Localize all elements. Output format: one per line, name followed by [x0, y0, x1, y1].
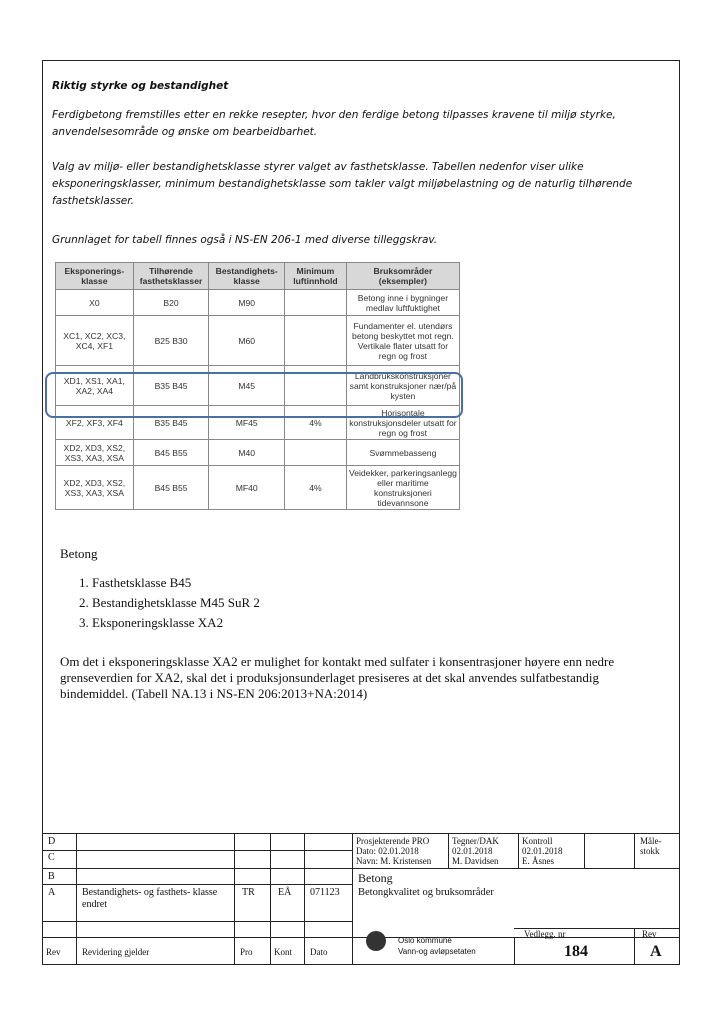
footer-rev-gjelder-label: Revidering gjelder — [82, 947, 150, 957]
basis-paragraph: Grunnlaget for tabell finnes også i NS-EN 206-1 med diverse tilleggskrav. — [52, 234, 438, 246]
table-cell: Horisontale konstruksjonsdeler utsatt for regn og frost — [346, 406, 459, 440]
table-header: Bruksområder (eksempler) — [346, 263, 459, 290]
table-cell: MF45 — [209, 406, 285, 440]
table-cell: X0 — [56, 290, 134, 316]
tegner-navn: M. Davidsen — [452, 856, 499, 866]
vedlegg-label: Vedlegg. nr — [524, 929, 566, 939]
table-cell: M90 — [209, 290, 285, 316]
oslo-seal-icon — [366, 931, 386, 951]
classes-paragraph: Valg av miljø- eller bestandighetsklasse styrer valget av fasthetsklasse. Tabellen nedenfor viser ulike eksponeringsklasser, minimum bestandighetsklasse som takler valgt miljøbelastning og de naturlig tilhørende fasthetsklasser. — [52, 161, 633, 207]
tegner-dato: 02.01.2018 — [452, 846, 493, 856]
table-cell: XD1, XS1, XA1, XA2, XA4 — [56, 366, 134, 406]
prosjekterende-dato: Dato: 02.01.2018 — [356, 846, 419, 856]
sulfate-paragraph: Om det i eksponeringsklasse XA2 er mulighet for kontakt med sulfater i konsentrasjoner høyere enn nedre grenseverdien for XA2, skal det i produksjonsunderlaget presiseres at det skal anvendes sulfatbestandig bindemiddel. (Tabell NA.13 i NS-EN 206:2013+NA:2014) — [60, 654, 615, 701]
table-cell: Betong inne i bygninger medlav luftfuktighet — [346, 290, 459, 316]
table-cell: M60 — [209, 316, 285, 366]
rev-value: A — [650, 943, 662, 960]
highlight-box — [45, 372, 463, 418]
table-cell: 4% — [284, 406, 346, 440]
table-cell: B35 B45 — [133, 406, 209, 440]
prosjekterende-label: Prosjekterende PRO — [356, 836, 430, 846]
title-block — [42, 833, 680, 965]
footer-kont-label: Kont — [274, 947, 292, 957]
drawing-title: Betong — [358, 871, 393, 885]
kontroll-dato: 02.01.2018 — [522, 846, 563, 856]
rev-letter: B — [48, 871, 55, 882]
rev-a-dato: 071123 — [310, 887, 340, 898]
tegner-label: Tegner/DAK — [452, 836, 499, 846]
table-row — [56, 316, 460, 366]
table-header: Bestandighets-klasse — [209, 263, 285, 290]
spec-list — [70, 573, 260, 633]
rev-a-description: Bestandighets- og fasthets- klasse endret — [82, 887, 218, 910]
heading: Riktig styrke og bestandighet — [52, 80, 229, 92]
table-header: Minimum luftinnhold — [284, 263, 346, 290]
table-cell: Landbrukskonstruksjoner samt konstruksjoner nær/på kysten — [346, 366, 459, 406]
exposure-table — [55, 262, 460, 525]
table-row — [56, 466, 460, 510]
table-cell: B45 B55 — [133, 440, 209, 466]
rev-letter: C — [48, 852, 55, 863]
table-header: Tilhørende fasthetsklasser — [133, 263, 209, 290]
table-header: Eksponerings-klasse — [56, 263, 134, 290]
table-cell: MF40 — [209, 466, 285, 510]
table-row — [56, 440, 460, 466]
org-department: Vann-og avløpsetaten — [398, 947, 476, 956]
table-cell: B45 B55 — [133, 466, 209, 510]
table-cell: M45 — [209, 366, 285, 406]
table-cell — [284, 316, 346, 366]
table-cell: Svømmebasseng — [346, 440, 459, 466]
rev-a-pro: TR — [242, 887, 255, 898]
malestokk-label: Måle- stokk — [640, 836, 662, 856]
table-cell: XF2, XF3, XF4 — [56, 406, 134, 440]
table-cell: B25 B30 — [133, 316, 209, 366]
intro-paragraph: Ferdigbetong fremstilles etter en rekke resepter, hvor den ferdige betong tilpasses kravene til miljø styrke, anvendelsesområde og ønske om bearbeidbarhet. — [52, 109, 616, 138]
footer-pro-label: Pro — [240, 947, 253, 957]
table-cell — [284, 440, 346, 466]
list-item: 1. Fasthetsklasse B45 — [92, 573, 260, 593]
prosjekterende-navn: Navn: M. Kristensen — [356, 856, 432, 866]
rev-a-kont: EÅ — [278, 887, 292, 898]
table-cell: B20 — [133, 290, 209, 316]
table-row — [56, 290, 460, 316]
table-cell: Fundamenter el. utendørs betong beskyttet mot regn. Vertikale flater utsatt for regn og frost — [346, 316, 459, 366]
table-cell: XD2, XD3, XS2, XS3, XA3, XSA — [56, 466, 134, 510]
rev-label: Rev — [642, 929, 657, 939]
betong-title: Betong — [60, 546, 98, 561]
kontroll-label: Kontroll — [522, 836, 553, 846]
footer-dato-label: Dato — [310, 947, 328, 957]
list-item: 2. Bestandighetsklasse M45 SuR 2 — [92, 593, 260, 613]
rev-letter: D — [48, 836, 56, 847]
vedlegg-number: 184 — [564, 943, 588, 960]
table-cell: 4% — [284, 466, 346, 510]
footer-rev-label: Rev — [46, 947, 61, 957]
table-cell: XD2, XD3, XS2, XS3, XA3, XSA — [56, 440, 134, 466]
table-cell: B35 B45 — [133, 366, 209, 406]
table-cell: XC1, XC2, XC3, XC4, XF1 — [56, 316, 134, 366]
table-cell: Veidekker, parkeringsanlegg eller maritime konstruksjoneri tidevannsone — [346, 466, 459, 510]
list-item: 3. Eksponeringsklasse XA2 — [92, 613, 260, 633]
kontroll-navn: E. Åsnes — [522, 856, 554, 866]
rev-letter: A — [48, 887, 56, 898]
table-cell: M40 — [209, 440, 285, 466]
table-cell — [284, 290, 346, 316]
org-name: Oslo kommune — [398, 936, 452, 945]
drawing-subtitle: Betongkvalitet og bruksområder — [358, 887, 494, 898]
